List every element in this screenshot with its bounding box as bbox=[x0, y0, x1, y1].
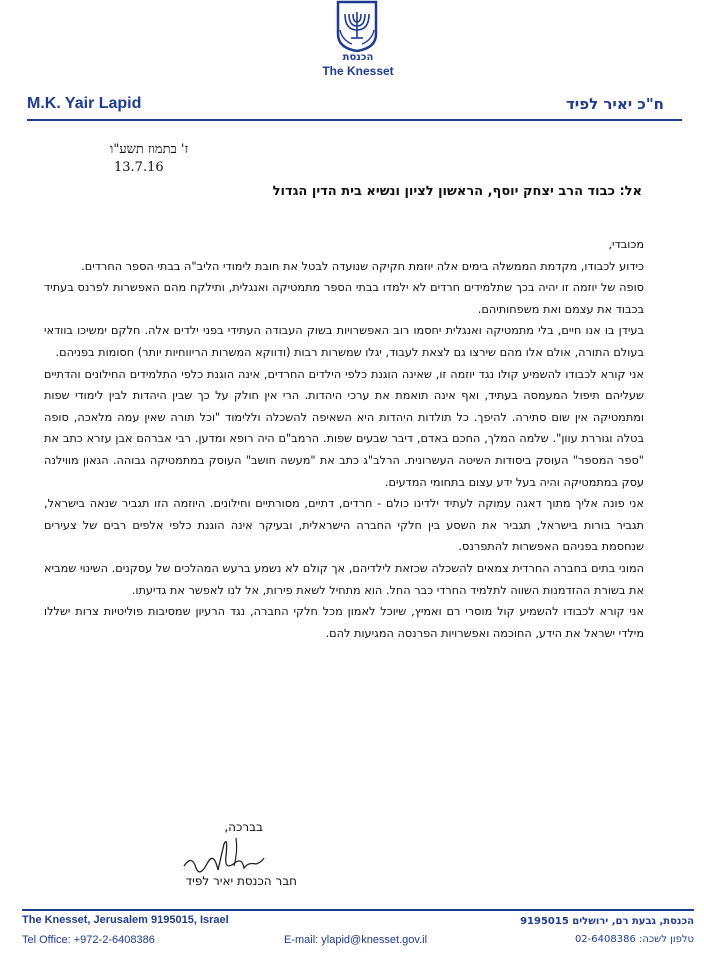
letter-paragraph: סופה של יוזמה זו יהיה בכך שתלמידים חרדים לא ילמדו בבתי הספר מתמטיקה ואנגלית, ותילקח מהם האפשרות לפרנס בעתיד בכבוד את עצמם ואת משפחותיהם. bbox=[44, 281, 644, 316]
letter-paragraph: בעידן בו אנו חיים, בלי מתמטיקה ואנגלית יחסמו רוב האפשרויות בשוק העבודה העתידי בפני ילדים אלה. חלקם ימשיכו בוודאי בעולם התורה, אולם אלו מהם שירצו גם לצאת לעבוד, יגלו שמשרות רבות (ודווקא המשרות הריווחיות יותר) חסומות בפניהם. bbox=[44, 324, 644, 359]
member-name-english: M.K. Yair Lapid bbox=[27, 95, 142, 112]
footer-email[interactable]: E-mail: ylapid@knesset.gov.il bbox=[284, 934, 428, 946]
letter-recipient: אל: כבוד הרב יצחק יוסף, הראשון לציון ונשיא בית הדין הגדול bbox=[272, 184, 642, 199]
footer-address-english: The Knesset, Jerusalem 9195015, Israel bbox=[22, 914, 229, 926]
letter-closing: בברכה, bbox=[224, 820, 263, 834]
letter-salutation: מכובדי, bbox=[608, 238, 644, 251]
letter-body bbox=[44, 234, 644, 644]
letter-paragraph: אני פונה אליך מתוך דאגה עמוקה לעתיד ילדינו כולם - חרדים, דתיים, מסורתיים וחילונים. היוזמה הזו תגביר שנאה בישראל, תגביר בורות בישראל, תגביר את השסע בין חלקי החברה הישראלית, ובעיקר אינה הוגנת כלפי אלפים רבים של צעירים שנחסמת בפניהם האפשרות להתפרנס. bbox=[44, 497, 644, 554]
header-divider bbox=[27, 119, 682, 121]
letter-paragraph: המוני בתים בחברה החרדית צמאים להשכלה שכזאת לילדיהם, אך קולם לא נשמע ברעש המהלכים של עסקנים. השינוי שמביא את בשורת ההזדמנות השווה לתלמיד החרדי כבר החל. הוא מתחיל לשאת פירות, אל לנו לאפשר את גדיעתו. bbox=[44, 561, 644, 597]
footer-phone-hebrew: טלפון לשכה: 02-6408386 bbox=[574, 934, 694, 945]
letter-date-hebrew: ז' בתמוז תשע"ו bbox=[110, 142, 189, 157]
handwritten-signature bbox=[178, 832, 268, 880]
letter-paragraph: אני קורא לכבודו להשמיע קולו נגד יוזמה זו, שאינה הוגנת כלפי הילדים החרדים, אינה הוגנת כלפי התלמידים החילונים והדתיים שעליהם תיפול המעמסה בעתיד, ואף אינה תואמת את ערכי היהדות. הרי אין חולק על כך שבין היהדות לבין לימודי שפות ומתמטיקה אין שום סתירה. להיפך. כל תולדות היהדות היא השאיפה להשכלה וללימוד "וכל תורה שאין עמה מלאכה, סופה בטלה וגוררת עוון". שלמה המלך, החכם באדם, דיבר שבעים שפות. הרמב"ם היה רופא ומדען. רבי אברהם אבן עזרא כתב את "ספר המספר" העוסק ביסודות השיטה העשרונית. הרלב"ג כתב את "מעשה חושב" העוסק במתמטיקה גבוהה. הגאון מווילנה עסק במתמטיקה והיה בעל ידע עצום בתחומי המדעים. bbox=[44, 367, 644, 489]
footer-address-hebrew: הכנסת, גבעת רם, ירושלים 9195015 bbox=[520, 916, 694, 927]
letter-signer: חבר הכנסת יאיר לפיד bbox=[185, 874, 297, 888]
letter-paragraph: כידוע לכבודו, מקדמת הממשלה בימים אלה יוזמת חקיקה שנועדה לבטל את חובת לימודי הליב"ה בבתי הספר החרדים. bbox=[81, 259, 644, 273]
org-name-english: The Knesset bbox=[322, 64, 394, 78]
knesset-emblem-icon bbox=[332, 0, 382, 52]
letter-date: 13.7.16 bbox=[114, 160, 164, 175]
footer-divider bbox=[22, 909, 694, 911]
footer-phone-english: Tel Office: +972-2-6408386 bbox=[22, 934, 155, 946]
org-name-hebrew: הכנסת bbox=[342, 52, 374, 63]
letter-paragraph: אני קורא לכבודו להשמיע קול מוסרי רם ואמיץ, שיוכל לאמון מכל חלקי החברה, נגד הרעיון שמסיבות פוליטיות צרות ישללו מילדי ישראל את הידע, החוכמה ואפשרויות הפרנסה המגיעות להם. bbox=[44, 605, 644, 640]
member-name-hebrew: ח"כ יאיר לפיד bbox=[565, 95, 664, 113]
